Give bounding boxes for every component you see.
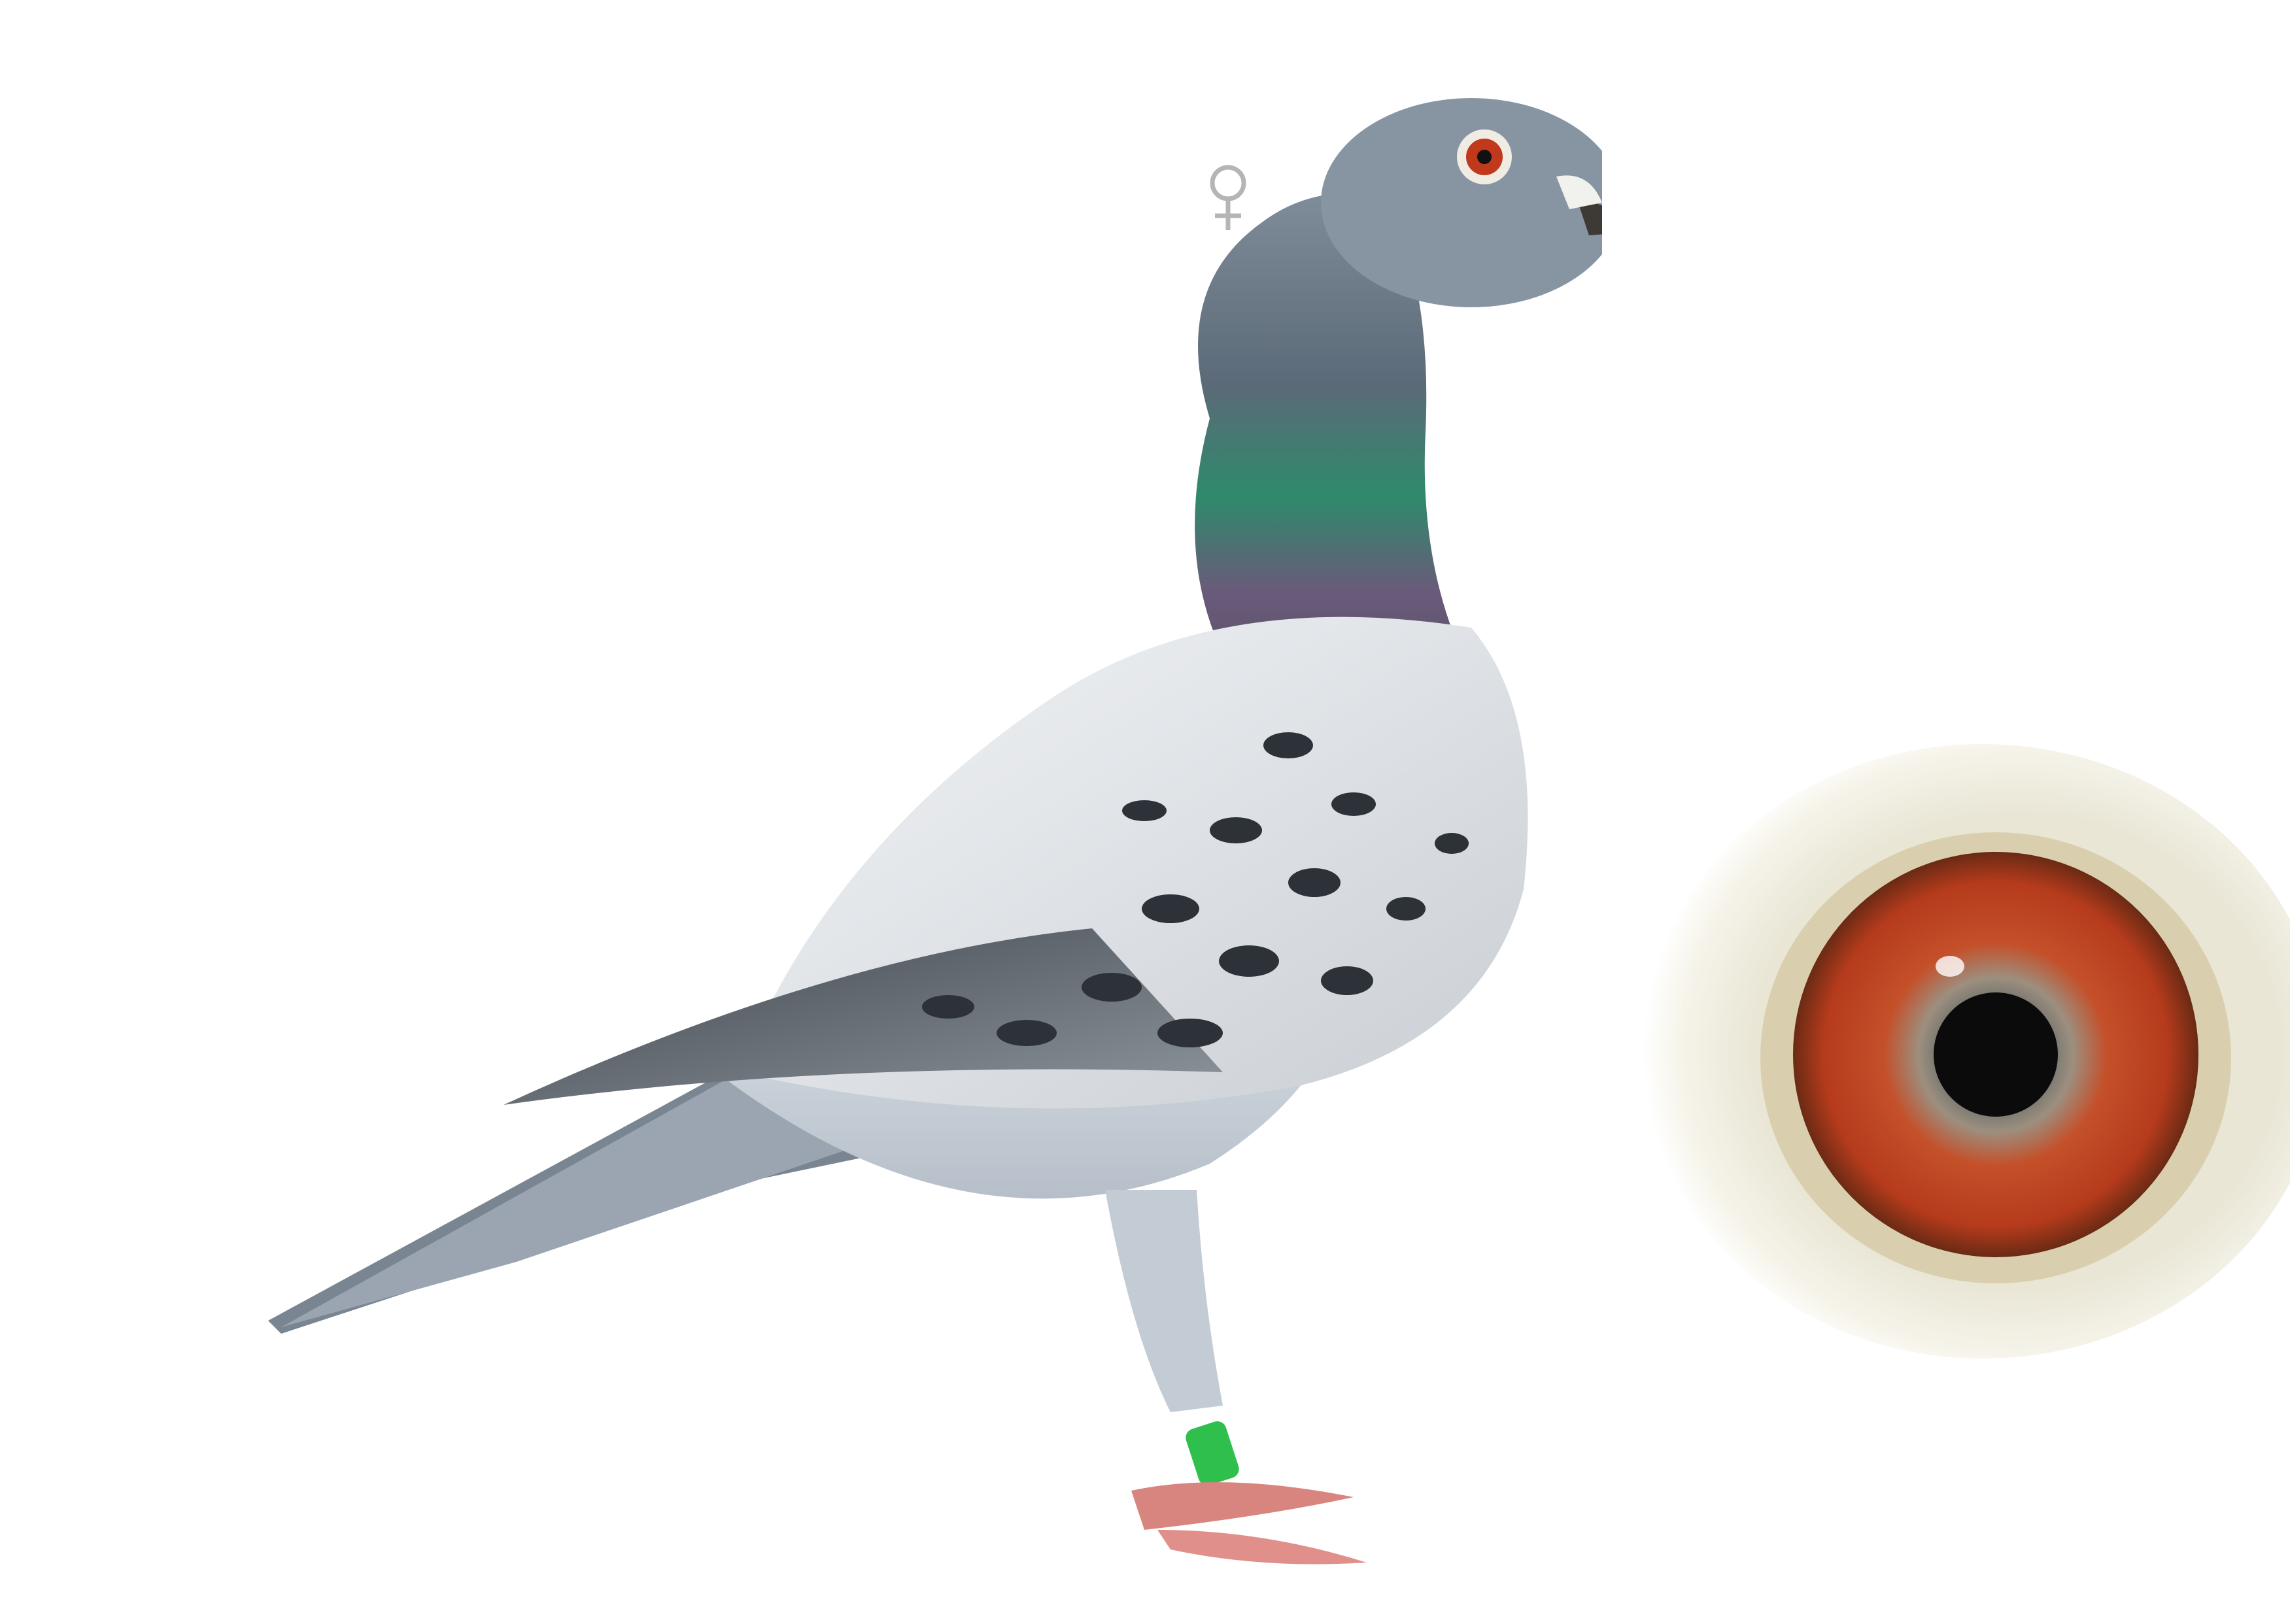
eye-photo (1616, 744, 2290, 1379)
pigeon-photo (242, 92, 1602, 1589)
pedigree (1730, 103, 2280, 136)
